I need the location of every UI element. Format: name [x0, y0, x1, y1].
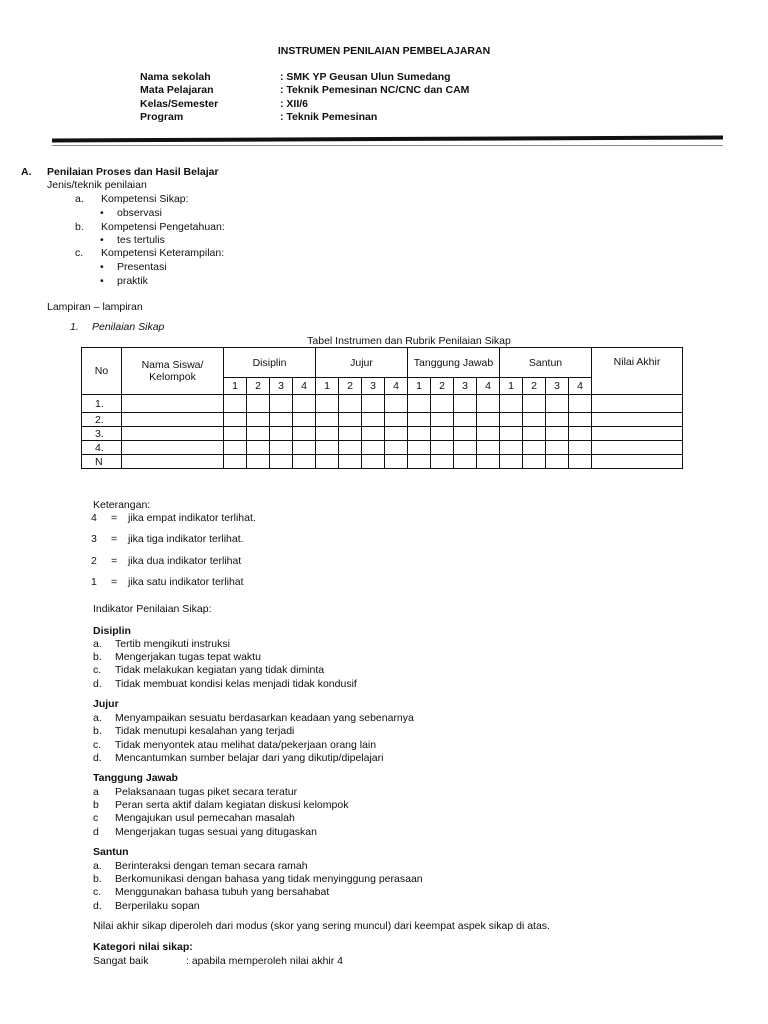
table-row: [82, 455, 683, 469]
table-row: [82, 427, 683, 441]
keterangan-text: jika satu indikator terlihat: [128, 576, 244, 588]
info-value-mapel: : Teknik Pemesinan NC/CNC dan CAM: [280, 84, 470, 96]
indicator-letter: b.: [93, 651, 102, 663]
keterangan-eq: =: [111, 576, 118, 588]
row-number: 3.: [82, 427, 122, 441]
indicator-text: Mencantumkan sumber belajar dari yang dikutip/dipelajari: [115, 752, 384, 764]
indicator-letter: b.: [93, 725, 102, 737]
bullet-praktik: praktik: [117, 275, 148, 287]
header-tanggung-jawab: Tanggung Jawab: [408, 348, 500, 378]
indicator-letter: c.: [93, 739, 102, 751]
bullet-tes-tertulis: tes tertulis: [117, 234, 165, 246]
jenis-teknik-label: Jenis/teknik penilaian: [47, 179, 147, 191]
kategori-label: Sangat baik: [93, 955, 149, 967]
disiplin-heading: Disiplin: [93, 625, 131, 637]
score-header: 1: [408, 378, 431, 395]
indicator-letter: d.: [93, 900, 102, 912]
indicator-text: Tidak melakukan kegiatan yang tidak diminta: [115, 664, 325, 676]
keterangan-eq: =: [111, 555, 118, 567]
indicator-text: Peran serta aktif dalam kegiatan diskusi kelompok: [115, 799, 349, 811]
bullet-icon: •: [100, 234, 104, 246]
santun-heading: Santun: [93, 846, 129, 858]
indicator-letter: c: [93, 812, 99, 824]
header-santun: Santun: [500, 348, 592, 378]
kompetensi-c-letter: c.: [75, 247, 84, 259]
info-value-sekolah: : SMK YP Geusan Ulun Sumedang: [280, 71, 451, 83]
section-a-marker: A.: [21, 166, 32, 178]
header-rule-thick: [52, 136, 723, 143]
section-a-heading: Penilaian Proses dan Hasil Belajar: [47, 166, 219, 178]
penilaian-sikap-table: [81, 347, 683, 469]
document-title: INSTRUMEN PENILAIAN PEMBELAJARAN: [277, 45, 491, 57]
indicator-letter: c.: [93, 664, 102, 676]
score-header: 4: [477, 378, 500, 395]
header-jujur: Jujur: [316, 348, 408, 378]
row-number: N: [82, 455, 122, 469]
score-header: 2: [339, 378, 362, 395]
kompetensi-b-letter: b.: [75, 221, 84, 233]
keterangan-eq: =: [111, 512, 118, 524]
info-label-mapel: Mata Pelajaran: [140, 84, 214, 96]
indicator-letter: b: [93, 799, 99, 811]
keterangan-num: 4: [91, 512, 97, 524]
jujur-heading: Jujur: [93, 698, 119, 710]
indicator-text: Menyampaikan sesuatu berdasarkan keadaan yang sebenarnya: [115, 712, 414, 724]
indicator-text: Berperilaku sopan: [115, 900, 200, 912]
header-rule-thin: [52, 145, 723, 146]
indicator-text: Tidak menyontek atau melihat data/pekerjaan orang lain: [115, 739, 377, 751]
keterangan-text: jika tiga indikator terlihat.: [128, 533, 244, 545]
keterangan-eq: =: [111, 533, 118, 545]
indicator-letter: b.: [93, 873, 102, 885]
indicator-text: Berkomunikasi dengan bahasa yang tidak menyinggung perasaan: [115, 873, 423, 885]
nilai-akhir-note: Nilai akhir sikap diperoleh dari modus (skor yang sering muncul) dari keempat aspek sikap di atas.: [93, 920, 550, 932]
row-number: 1.: [82, 395, 122, 413]
bullet-icon: •: [100, 275, 104, 287]
score-header: 3: [270, 378, 293, 395]
score-header: 3: [546, 378, 569, 395]
indicator-text: Menggunakan bahasa tubuh yang bersahabat: [115, 886, 330, 898]
header-no: No: [82, 348, 122, 395]
info-label-sekolah: Nama sekolah: [140, 71, 211, 83]
kategori-heading: Kategori nilai sikap:: [93, 941, 193, 953]
bullet-presentasi: Presentasi: [117, 261, 167, 273]
table-row: [82, 413, 683, 427]
score-header: 3: [362, 378, 385, 395]
header-nama-siswa: Nama Siswa/ Kelompok: [122, 348, 224, 395]
keterangan-text: jika dua indikator terlihat: [128, 555, 242, 567]
indicator-text: Mengajukan usul pemecahan masalah: [115, 812, 295, 824]
indicator-text: Tidak menutupi kesalahan yang terjadi: [115, 725, 295, 737]
indicator-text: Mengerjakan tugas tepat waktu: [115, 651, 261, 663]
indikator-heading: Indikator Penilaian Sikap:: [93, 603, 212, 615]
indicator-letter: a.: [93, 860, 102, 872]
table-caption: Tabel Instrumen dan Rubrik Penilaian Sikap: [307, 335, 511, 347]
indicator-text: Mengerjakan tugas sesuai yang ditugaskan: [115, 826, 317, 838]
keterangan-text: jika empat indikator terlihat.: [128, 512, 256, 524]
score-header: 4: [569, 378, 592, 395]
header-disiplin: Disiplin: [224, 348, 316, 378]
indicator-letter: a.: [93, 712, 102, 724]
keterangan-num: 1: [91, 576, 97, 588]
bullet-icon: •: [100, 207, 104, 219]
score-header: 4: [385, 378, 408, 395]
keterangan-heading: Keterangan:: [93, 499, 151, 511]
bullet-icon: •: [100, 261, 104, 273]
indicator-text: Pelaksanaan tugas piket secara teratur: [115, 786, 298, 798]
score-header: 2: [247, 378, 270, 395]
keterangan-num: 3: [91, 533, 97, 545]
info-label-kelas: Kelas/Semester: [140, 98, 219, 110]
lampiran-heading: Lampiran – lampiran: [47, 301, 143, 313]
kategori-value: : apabila memperoleh nilai akhir 4: [186, 955, 344, 967]
kompetensi-pengetahuan-label: Kompetensi Pengetahuan:: [101, 221, 225, 233]
kompetensi-sikap-label: Kompetensi Sikap:: [101, 193, 189, 205]
score-header: 1: [316, 378, 339, 395]
indicator-letter: a.: [93, 638, 102, 650]
sub1-label: Penilaian Sikap: [92, 321, 165, 333]
indicator-text: Berinteraksi dengan teman secara ramah: [115, 860, 308, 872]
score-header: 4: [293, 378, 316, 395]
indicator-letter: d.: [93, 678, 102, 690]
info-value-program: : Teknik Pemesinan: [280, 111, 378, 123]
kompetensi-keterampilan-label: Kompetensi Keterampilan:: [101, 247, 225, 259]
kompetensi-a-letter: a.: [75, 193, 84, 205]
keterangan-num: 2: [91, 555, 97, 567]
score-header: 3: [454, 378, 477, 395]
indicator-letter: d.: [93, 752, 102, 764]
info-value-kelas: : XII/6: [280, 98, 309, 110]
score-header: 1: [500, 378, 523, 395]
indicator-text: Tertib mengikuti instruksi: [115, 638, 230, 650]
indicator-letter: c.: [93, 886, 102, 898]
score-header: 2: [523, 378, 546, 395]
indicator-letter: d: [93, 826, 99, 838]
indicator-letter: a: [93, 786, 99, 798]
bullet-observasi: observasi: [117, 207, 162, 219]
table-row: [82, 395, 683, 413]
tanggung-jawab-heading: Tanggung Jawab: [93, 772, 178, 784]
indicator-text: Tidak membuat kondisi kelas menjadi tidak kondusif: [115, 678, 357, 690]
info-label-program: Program: [140, 111, 184, 123]
score-header: 2: [431, 378, 454, 395]
table-row: [82, 441, 683, 455]
row-number: 2.: [82, 413, 122, 427]
row-number: 4.: [82, 441, 122, 455]
score-header: 1: [224, 378, 247, 395]
sub1-number: 1.: [70, 321, 79, 333]
header-nilai-akhir: Nilai Akhir: [592, 348, 683, 395]
